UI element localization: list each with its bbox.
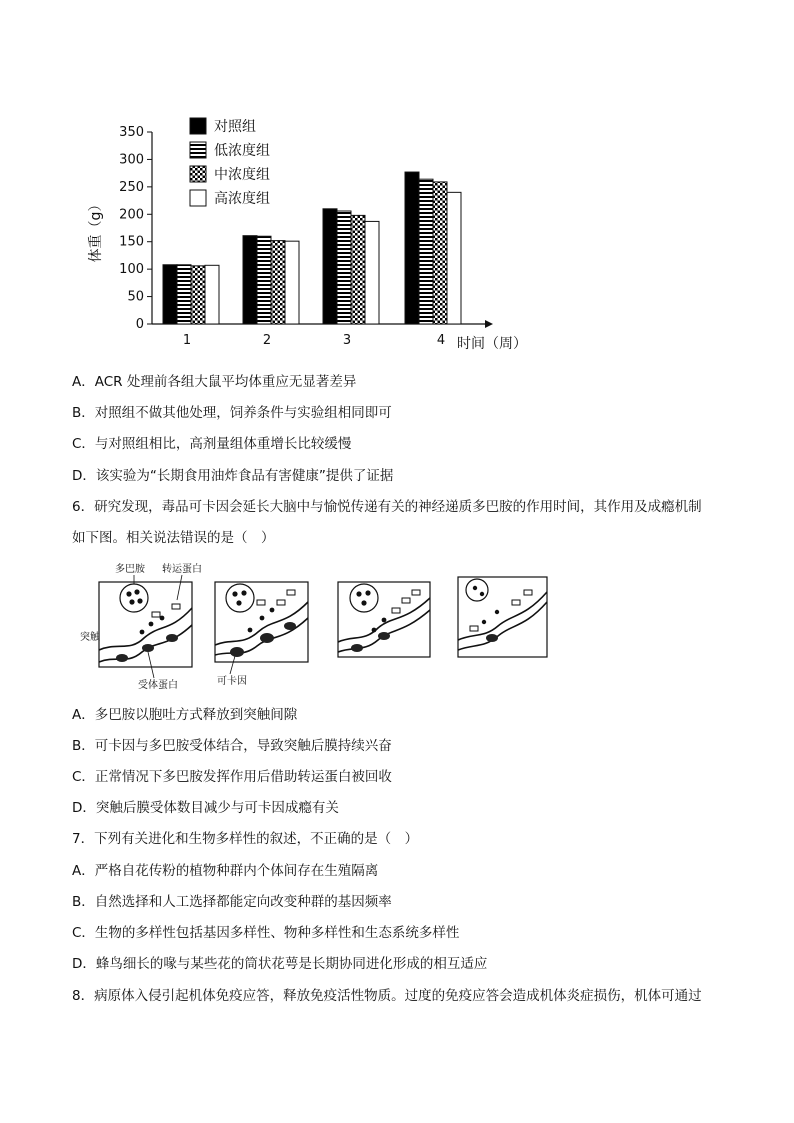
q6-option-a: A．多巴胺以胞吐方式释放到突触间隙 xyxy=(72,707,298,723)
bar-3-week-2 xyxy=(271,241,285,324)
postsynaptic-membrane-1 xyxy=(99,625,192,662)
bar-1-week-3 xyxy=(323,209,337,324)
bar-4-week-1 xyxy=(205,265,219,324)
q7-option-b: B．自然选择和人工选择都能定向改变种群的基因频率 xyxy=(72,894,392,910)
q5-option-a: A．ACR 处理前各组大鼠平均体重应无显著差异 xyxy=(72,374,357,390)
q5-option-c: C．与对照组相比，高剂量组体重增长比较缓慢 xyxy=(72,436,352,452)
y-tick-label: 0 xyxy=(135,317,144,332)
bar-1-week-4 xyxy=(405,172,419,324)
x-tick-label: 3 xyxy=(342,333,352,348)
q8-stem: 8．病原体入侵引起机体免疫应答，释放免疫活性物质。过度的免疫应答会造成机体炎症损伤，机体可通过 xyxy=(72,988,702,1004)
bar-2-week-2 xyxy=(257,236,271,324)
legend-label: 中浓度组 xyxy=(214,167,270,183)
legend-label: 对照组 xyxy=(214,119,256,135)
y-tick-label: 100 xyxy=(119,262,144,278)
bar-4-week-3 xyxy=(365,221,379,324)
y-tick-label: 150 xyxy=(119,234,144,250)
bar-2-week-3 xyxy=(337,211,351,324)
y-tick-label: 350 xyxy=(119,125,144,140)
y-tick-label: 250 xyxy=(119,179,144,195)
bar-1-week-1 xyxy=(163,265,177,324)
y-tick-label: 200 xyxy=(119,207,144,223)
x-tick-label: 4 xyxy=(436,333,446,348)
label-receptor: 受体蛋白 xyxy=(138,680,178,691)
y-axis-label: 体重（g） xyxy=(88,197,104,263)
legend-swatch xyxy=(190,166,206,182)
vesicle xyxy=(120,584,148,612)
bar-2-week-1 xyxy=(177,265,191,324)
label-transporter: 转运蛋白 xyxy=(162,564,202,575)
chart-legend xyxy=(190,118,270,207)
x-tick-label: 2 xyxy=(262,333,272,348)
chart-bars xyxy=(163,172,461,324)
cocaine-molecule xyxy=(152,612,160,617)
q7-stem: 7．下列有关进化和生物多样性的叙述，不正确的是（ ） xyxy=(72,831,419,847)
q6-option-b: B．可卡因与多巴胺受体结合，导致突触后膜持续兴奋 xyxy=(72,738,392,754)
label-dopamine: 多巴胺 xyxy=(115,564,145,575)
receptor-protein xyxy=(116,654,128,662)
q6-stem-line1: 6．研究发现，毒品可卡因会延长大脑中与愉悦传递有关的神经递质多巴胺的作用时间，其作用及成瘾机制 xyxy=(72,499,702,515)
q7-option-a: A．严格自花传粉的植物种群内个体间存在生殖隔离 xyxy=(72,863,379,879)
label-cocaine: 可卡因 xyxy=(217,676,247,687)
x-axis-label: 时间（周） xyxy=(457,336,527,352)
legend-label: 低浓度组 xyxy=(214,143,270,159)
bar-3-week-3 xyxy=(351,215,365,324)
y-tick-label: 50 xyxy=(127,289,144,305)
y-tick-label: 300 xyxy=(119,152,144,168)
legend-swatch xyxy=(190,190,206,206)
q5-option-d: D．该实验为“长期食用油炸食品有害健康”提供了证据 xyxy=(72,468,394,484)
x-axis-arrow xyxy=(485,320,493,328)
q6-option-c: C．正常情况下多巴胺发挥作用后借助转运蛋白被回收 xyxy=(72,769,392,785)
bar-4-week-4 xyxy=(447,192,461,324)
bar-2-week-4 xyxy=(419,179,433,324)
bar-1-week-2 xyxy=(243,236,257,324)
legend-swatch xyxy=(190,118,206,134)
cocaine-synapse-figure xyxy=(72,560,562,695)
legend-label: 高浓度组 xyxy=(214,191,270,207)
bar-3-week-1 xyxy=(191,266,205,324)
body-weight-bar-chart xyxy=(80,108,540,358)
x-tick-label: 1 xyxy=(182,333,192,348)
q6-option-d: D．突触后膜受体数目减少与可卡因成瘾有关 xyxy=(72,800,339,816)
q7-option-d: D．蜂鸟细长的喙与某些花的筒状花萼是长期协同进化形成的相互适应 xyxy=(72,956,488,972)
label-synapse: 突触 xyxy=(80,632,100,643)
legend-swatch xyxy=(190,142,206,158)
q7-option-c: C．生物的多样性包括基因多样性、物种多样性和生态系统多样性 xyxy=(72,925,460,941)
q6-stem-line2: 如下图。相关说法错误的是（ ） xyxy=(72,530,275,546)
bar-4-week-2 xyxy=(285,241,299,324)
bar-3-week-4 xyxy=(433,182,447,324)
q5-option-b: B．对照组不做其他处理，饲养条件与实验组相同即可 xyxy=(72,405,392,421)
